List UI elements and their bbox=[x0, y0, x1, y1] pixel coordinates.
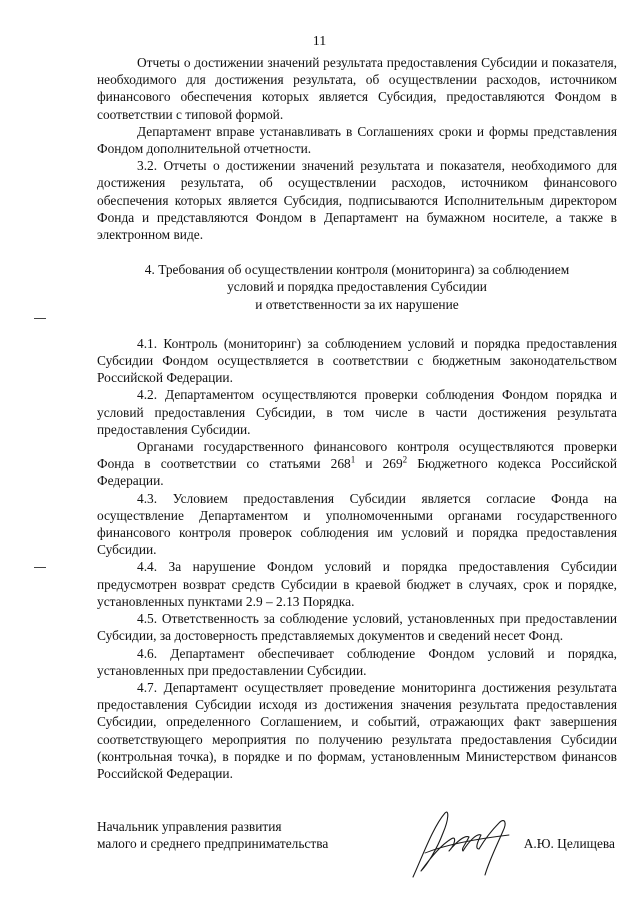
paragraph-4-1: 4.1. Контроль (мониторинг) за соблюдением условий и порядка предоставления Субсидии Фондом осуществляется в соответствии с бюджетным законодательством Российской Федерации. bbox=[97, 335, 617, 386]
section-title bbox=[97, 261, 617, 313]
signatory-title-line: малого и среднего предпринимательства bbox=[97, 836, 329, 852]
margin-mark bbox=[34, 318, 46, 319]
superscript: 1 bbox=[350, 454, 356, 465]
document-body bbox=[97, 54, 617, 782]
margin-mark bbox=[34, 567, 46, 568]
paragraph-4-3: 4.3. Условием предоставления Субсидии является согласие Фонда на осуществление Департаментом и уполномоченными органами государственного финансового контроля проверок соблюдения им условий и порядка предоставления Субсидии. bbox=[97, 490, 617, 558]
paragraph-4-6: 4.6. Департамент обеспечивает соблюдение Фондом условий и порядка, установленных при предоставлении Субсидии. bbox=[97, 645, 617, 678]
paragraph-financial-control bbox=[97, 438, 617, 490]
page-number: 11 bbox=[312, 34, 327, 49]
text-fragment: Бюджетного кодекса Российской Федерации. bbox=[97, 456, 617, 489]
text-fragment: и 269 bbox=[355, 456, 403, 472]
section-title-line: 4. Требования об осуществлении контроля (мониторинга) за соблюдением bbox=[144, 262, 570, 278]
paragraph-4-5: 4.5. Ответственность за соблюдение условий, установленных при предоставлении Субсидии, за достоверность представляемых документов и сведений несет Фонд. bbox=[97, 611, 617, 644]
paragraph-3-2: 3.2. Отчеты о достижении значений результата и показателя, необходимого для достижения результата, об осуществлении расходов, источником финансового обеспечения которых является Субсидия, подписываются Исполнительным директором Фонда и представляются Фондом в Департамент на бумажном носителе, а также в электронном виде. bbox=[97, 158, 617, 243]
paragraph-4-2: 4.2. Департаментом осуществляются проверки соблюдения Фондом порядка и условий предоставления Субсидии, в том числе в части достижения результата предоставления Субсидии. bbox=[97, 387, 617, 437]
paragraph-4-7: 4.7. Департамент осуществляет проведение мониторинга достижения результата предоставления Субсидии исходя из достижения значения результата предоставления Субсидии, определенного Соглашением, и событий, отражающих факт завершения соответствующего мероприятия по получению результата предоставления Субсидии (контрольная точка), в порядке и по формам, установленным Министерством финансов Российской Федерации. bbox=[97, 679, 617, 781]
handwritten-signature bbox=[405, 805, 515, 885]
signatory-name: А.Ю. Целищева bbox=[523, 836, 615, 851]
paragraph-4-4: 4.4. За нарушение Фондом условий и порядка предоставления Субсидии предусмотрен возврат средств Субсидии в краевой бюджет в случаях, срок и порядке, установленных пунктами 2.9 – 2.13 Порядка. bbox=[97, 559, 617, 609]
section-title-line: условий и порядка предоставления Субсидии bbox=[227, 279, 487, 295]
text-fragment: Органами государственного финансового контроля осуществляются проверки Фонда в соответствии со статьями 268 bbox=[97, 439, 617, 472]
signature-block bbox=[97, 818, 617, 852]
paragraph-report-forms: Отчеты о достижении значений результата предоставления Субсидии и показателя, необходимого для достижения результата, об осуществлении расходов, источником финансового обеспечения которых является Субсидия, предоставляются Фондом в соответствии с типовой формой. bbox=[97, 55, 617, 122]
section-title-line: и ответственности за их нарушение bbox=[255, 296, 459, 312]
paragraph-additional-reporting: Департамент вправе устанавливать в Соглашениях сроки и формы представления Фондом дополнительной отчетности. bbox=[97, 123, 617, 157]
signatory-title-line: Начальник управления развития bbox=[97, 819, 282, 834]
superscript: 2 bbox=[402, 454, 408, 465]
